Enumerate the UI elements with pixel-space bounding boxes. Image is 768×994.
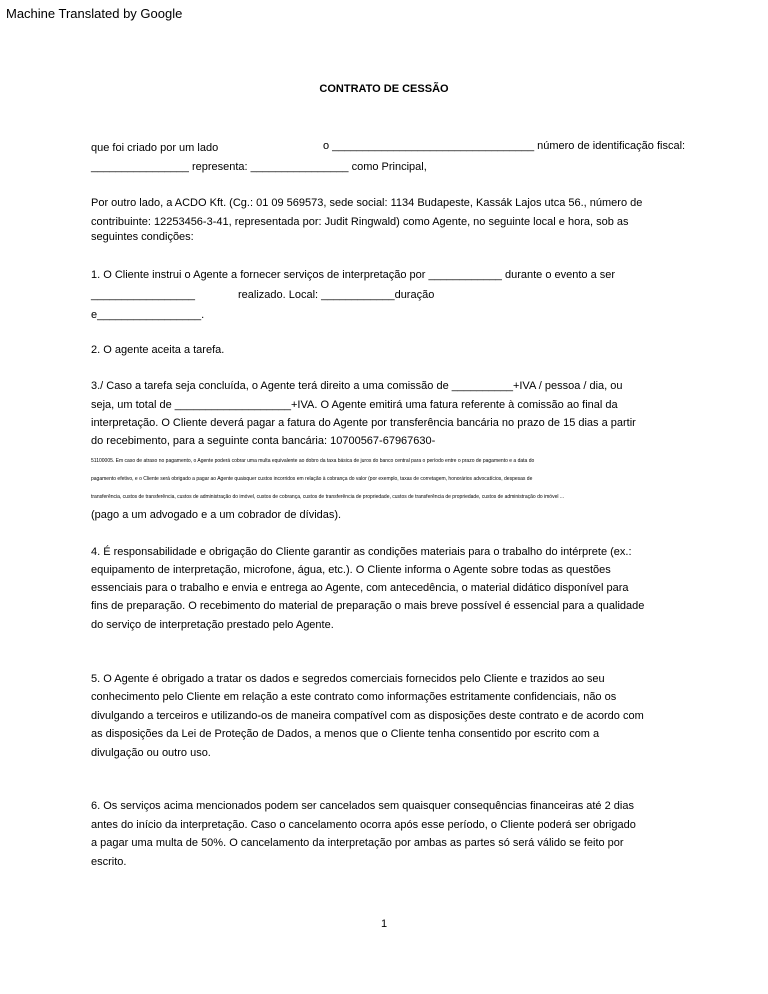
clause-1-line-2a: _________________	[91, 289, 196, 301]
contract-title: CONTRATO DE CESSÃO	[319, 83, 449, 95]
parties-line-1a: que foi criado por um lado	[91, 142, 219, 154]
clause-6-line-1: 6. Os serviços acima mencionados podem ser cancelados sem quaisquer consequências financeiras até 2 dias	[91, 800, 634, 812]
clause-2-line-1: 2. O agente aceita a tarefa.	[91, 344, 225, 356]
clause-5-line-2: conhecimento pelo Cliente em relação a este contrato como informações estritamente confidenciais, não os	[91, 691, 617, 703]
agent-line-2: contribuinte: 12253456-3-41, representada por: Judit Ringwald) como Agente, no seguinte local e hora, sob as	[91, 216, 629, 228]
translation-banner: Machine Translated by Google	[6, 6, 183, 21]
clause-3-line-5: (pago a um advogado e a um cobrador de dívidas).	[91, 509, 342, 521]
clause-5-line-5: divulgação ou outro uso.	[91, 747, 211, 759]
clause-5-line-1: 5. O Agente é obrigado a tratar os dados e segredos comerciais fornecidos pelo Cliente e trazidos ao seu	[91, 673, 605, 685]
clause-3-small-line-3: transferência, custos de transferência, custos de administração do imóvel, custos de cobrança, custos de transferência de propriedade, custos de transferência de propriedade, custos de administração do imóvel ...	[91, 494, 565, 500]
clause-4-line-3: essenciais para o trabalho e envia e entrega ao Agente, com antecedência, o material didático disponível para	[91, 582, 629, 594]
agent-line-1: Por outro lado, a ACDO Kft. (Cg.: 01 09 569573, sede social: 1134 Budapeste, Kassák Lajos utca 56., número de	[91, 197, 643, 209]
parties-line-1b: o _________________________________ número de identificação fiscal:	[323, 140, 686, 152]
clause-4-line-1: 4. É responsabilidade e obrigação do Cliente garantir as condições materiais para o trabalho do intérprete (ex.:	[91, 546, 632, 558]
clause-3-line-2: seja, um total de ___________________+IVA. O Agente emitirá uma fatura referente à comissão ao final da	[91, 399, 618, 411]
clause-3-line-3: interpretação. O Cliente deverá pagar a fatura do Agente por transferência bancária no prazo de 15 dias a partir	[91, 417, 636, 429]
clause-6-line-2: antes do início da interpretação. Caso o cancelamento ocorra após esse período, o Cliente poderá ser obrigado	[91, 819, 636, 831]
clause-1-line-3: e_________________.	[91, 309, 205, 321]
clause-3-line-1: 3./ Caso a tarefa seja concluída, o Agente terá direito a uma comissão de __________+IVA / pessoa / dia, ou	[91, 380, 623, 392]
clause-3-small-line-2: pagamento efetivo, e o Cliente será obrigado a pagar ao Agente quaisquer custos incorridos em relação à cobrança do valor (por exemplo, taxas de corretagem, honorários advocatícios, despesas de	[91, 476, 533, 482]
agent-line-3: seguintes condições:	[91, 231, 194, 243]
clause-4-line-5: do serviço de interpretação prestado pelo Agente.	[91, 619, 334, 631]
parties-line-2: ________________ representa: ________________ como Principal,	[91, 161, 427, 173]
clause-1-line-2b: realizado. Local: ____________duração	[238, 289, 435, 301]
clause-5-line-3: divulgando a terceiros e utilizando-os de maneira compatível com as disposições deste contrato e de acordo com	[91, 710, 644, 722]
clause-4-line-4: fins de preparação. O recebimento do material de preparação o mais breve possível é essencial para a qualidade	[91, 600, 645, 612]
clause-6-line-4: escrito.	[91, 856, 127, 868]
page-number: 1	[380, 918, 388, 930]
clause-6-line-3: a pagar uma multa de 50%. O cancelamento da interpretação por ambas as partes só será válido se feito por	[91, 837, 624, 849]
clause-4-line-2: equipamento de interpretação, microfone, água, etc.). O Cliente informa o Agente sobre todas as questões	[91, 564, 611, 576]
clause-1-line-1: 1. O Cliente instrui o Agente a fornecer serviços de interpretação por ____________ durante o evento a ser	[91, 269, 616, 281]
clause-3-small-line-1: 51100005. Em caso de atraso no pagamento, o Agente poderá cobrar uma multa equivalente ao dobro da taxa básica de juros do banco central para o período entre o prazo de pagamento e a data do	[91, 458, 535, 464]
clause-5-line-4: as disposições da Lei de Proteção de Dados, a menos que o Cliente tenha consentido por escrito com a	[91, 728, 600, 740]
clause-3-line-4: do recebimento, para a seguinte conta bancária: 10700567-67967630-	[91, 435, 436, 447]
